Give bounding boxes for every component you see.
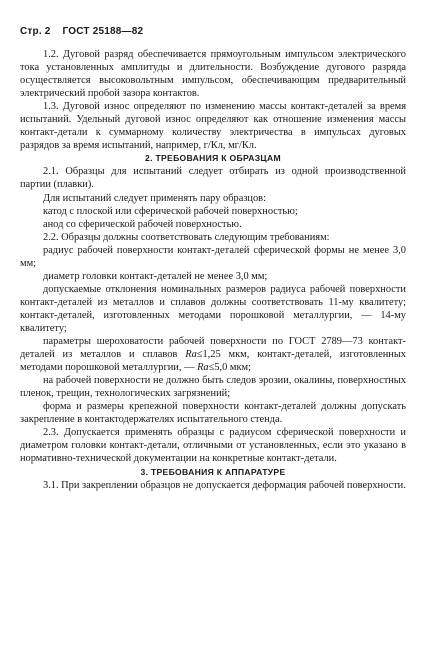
standard-code: ГОСТ 25188—82 — [62, 26, 144, 37]
paragraph-2-2-radius: радиус рабочей поверхности контакт-деталей сферической формы не менее 3,0 мм; — [20, 244, 406, 269]
paragraph-3-1: 3.1. При закреплении образцов не допускается деформация рабочей поверхности. — [43, 479, 406, 491]
paragraph-1-2: 1.2. Дуговой разряд обеспечивается прямоугольным импульсом электрического тока установленных амплитуды и длительности. Возбуждение дугового разряда осуществляется высоковольтным импульсом, обеспечивающим предварительный электрический пробой зазора контактов. — [20, 49, 406, 100]
paragraph-2-2-tolerances: допускаемые отклонения номинальных размеров радиуса рабочей поверхности контакт-деталей из металлов и сплавов должны соответствовать 11-му квалитету; контакт-деталей, изготовленных методами порошковой металлургии, — 14-му квалитету; — [20, 283, 406, 334]
roughness-symbol-2: Ra — [197, 362, 209, 374]
paragraph-2-2: 2.2. Образцы должны соответствовать следующим требованиям: — [43, 231, 330, 243]
roughness-text-2: ≤1,25 мкм, контакт-деталей, изготовленных методами порошковой металлургии, — — [20, 349, 407, 374]
roughness-symbol-1: Ra — [185, 349, 197, 361]
paragraph-2-2-roughness — [20, 335, 406, 374]
document-body — [20, 48, 406, 492]
paragraph-2-2-surface: на рабочей поверхности не должно быть следов эрозии, окалины, поверхностных пленок, трещин, технологических загрязнений; — [20, 375, 406, 400]
section-2-title: 2. ТРЕБОВАНИЯ К ОБРАЗЦАМ — [145, 153, 281, 164]
paragraph-2-2-mounting: форма и размеры крепежной поверхности контакт-деталей должны допускать закрепление в контактодержателях испытательного стенда. — [20, 401, 406, 426]
paragraph-2-1-cathode: катод с плоской или сферической рабочей поверхностью; — [43, 205, 298, 217]
paragraph-2-1-pair: Для испытаний следует применять пару образцов: — [43, 192, 266, 204]
roughness-text-1: параметры шероховатости рабочей поверхности по ГОСТ 2789—73 контакт-деталей из металлов и сплавов — [20, 336, 406, 361]
page-number: Стр. 2 — [20, 26, 51, 37]
roughness-text-3: ≤5,0 мкм; — [208, 362, 251, 374]
paragraph-2-1: 2.1. Образцы для испытаний следует отбирать из одной производственной партии (плавки). — [20, 166, 406, 191]
paragraph-1-3: 1.3. Дуговой износ определяют по изменению массы контакт-деталей за время испытаний. Удельный дуговой износ определяют как отношение изменения массы контакт-детали к суммарному количеству электричества в импульсах дуговых разрядов за время испытаний, например, г/Кл, мг/Кл. — [20, 101, 406, 152]
paragraph-2-1-anode: анод со сферической рабочей поверхностью. — [43, 218, 242, 230]
paragraph-2-3: 2.3. Допускается применять образцы с радиусом сферической поверхности и диаметром головки контакт-детали, отличными от установленных, если это указано в нормативно-технической документации на конкретные контакт-детали. — [20, 427, 406, 465]
section-3-title: 3. ТРЕБОВАНИЯ К АППАРАТУРЕ — [140, 466, 286, 477]
paragraph-2-2-diameter: диаметр головки контакт-деталей не менее 3,0 мм; — [43, 270, 268, 282]
page-header — [20, 26, 152, 37]
